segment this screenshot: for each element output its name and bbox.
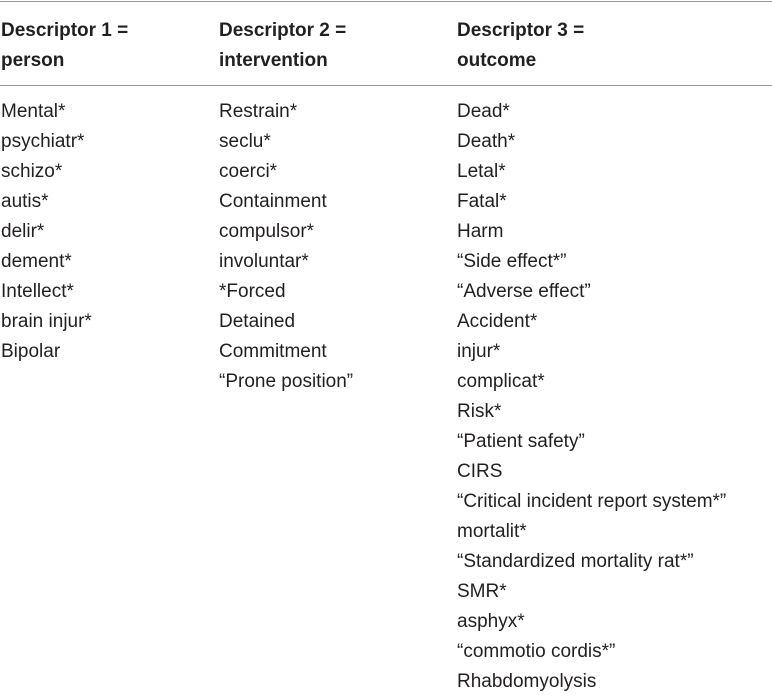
search-term: Harm	[457, 221, 504, 242]
search-term: SMR*	[457, 581, 507, 602]
column-header-outcome	[457, 16, 584, 76]
search-term: Detained	[219, 311, 296, 332]
search-term: Bipolar	[1, 341, 61, 362]
table-top-rule	[0, 1, 772, 2]
column-header-line: Descriptor 3 =	[457, 20, 585, 41]
search-term: autis*	[1, 191, 49, 212]
search-term: Restrain*	[219, 101, 298, 122]
search-term: “Patient safety”	[457, 431, 585, 452]
search-term: coerci*	[219, 161, 278, 182]
search-term: “Adverse effect”	[457, 281, 591, 302]
search-term: “Standardized mortality rat*”	[457, 551, 694, 572]
header-divider-rule	[0, 85, 772, 86]
search-term: Dead*	[457, 101, 510, 122]
search-term: Accident*	[457, 311, 538, 332]
search-term: dement*	[1, 251, 72, 272]
search-term: Risk*	[457, 401, 502, 422]
search-term: Letal*	[457, 161, 506, 182]
column-header-line: person	[1, 50, 65, 71]
search-term: involuntar*	[219, 251, 309, 272]
search-term: asphyx*	[457, 611, 525, 632]
search-term: mortalit*	[457, 521, 527, 542]
column-header-person	[1, 16, 128, 76]
search-term: “Critical incident report system*”	[457, 491, 727, 512]
search-term: complicat*	[457, 371, 545, 392]
search-term: CIRS	[457, 461, 503, 482]
search-term: “Prone position”	[219, 371, 354, 392]
column-header-line: Descriptor 2 =	[219, 20, 347, 41]
search-term: Containment	[219, 191, 327, 212]
search-term: schizo*	[1, 161, 63, 182]
column-header-intervention	[219, 16, 346, 76]
column-header-line: intervention	[219, 50, 328, 71]
search-term: delir*	[1, 221, 45, 242]
search-term: *Forced	[219, 281, 286, 302]
search-term: Mental*	[1, 101, 66, 122]
search-term: “commotio cordis*”	[457, 641, 616, 662]
person-terms-column	[1, 97, 92, 367]
search-term: “Side effect*”	[457, 251, 567, 272]
outcome-terms-column	[457, 97, 726, 697]
column-header-line: outcome	[457, 50, 537, 71]
search-term: brain injur*	[1, 311, 92, 332]
search-term: psychiatr*	[1, 131, 85, 152]
column-header-line: Descriptor 1 =	[1, 20, 129, 41]
search-term: compulsor*	[219, 221, 315, 242]
search-term: Death*	[457, 131, 516, 152]
search-term: injur*	[457, 341, 501, 362]
search-term: Commitment	[219, 341, 327, 362]
search-term: Rhabdomyolysis	[457, 671, 597, 692]
search-term: seclu*	[219, 131, 271, 152]
search-term: Intellect*	[1, 281, 74, 302]
search-term: Fatal*	[457, 191, 507, 212]
intervention-terms-column	[219, 97, 353, 397]
